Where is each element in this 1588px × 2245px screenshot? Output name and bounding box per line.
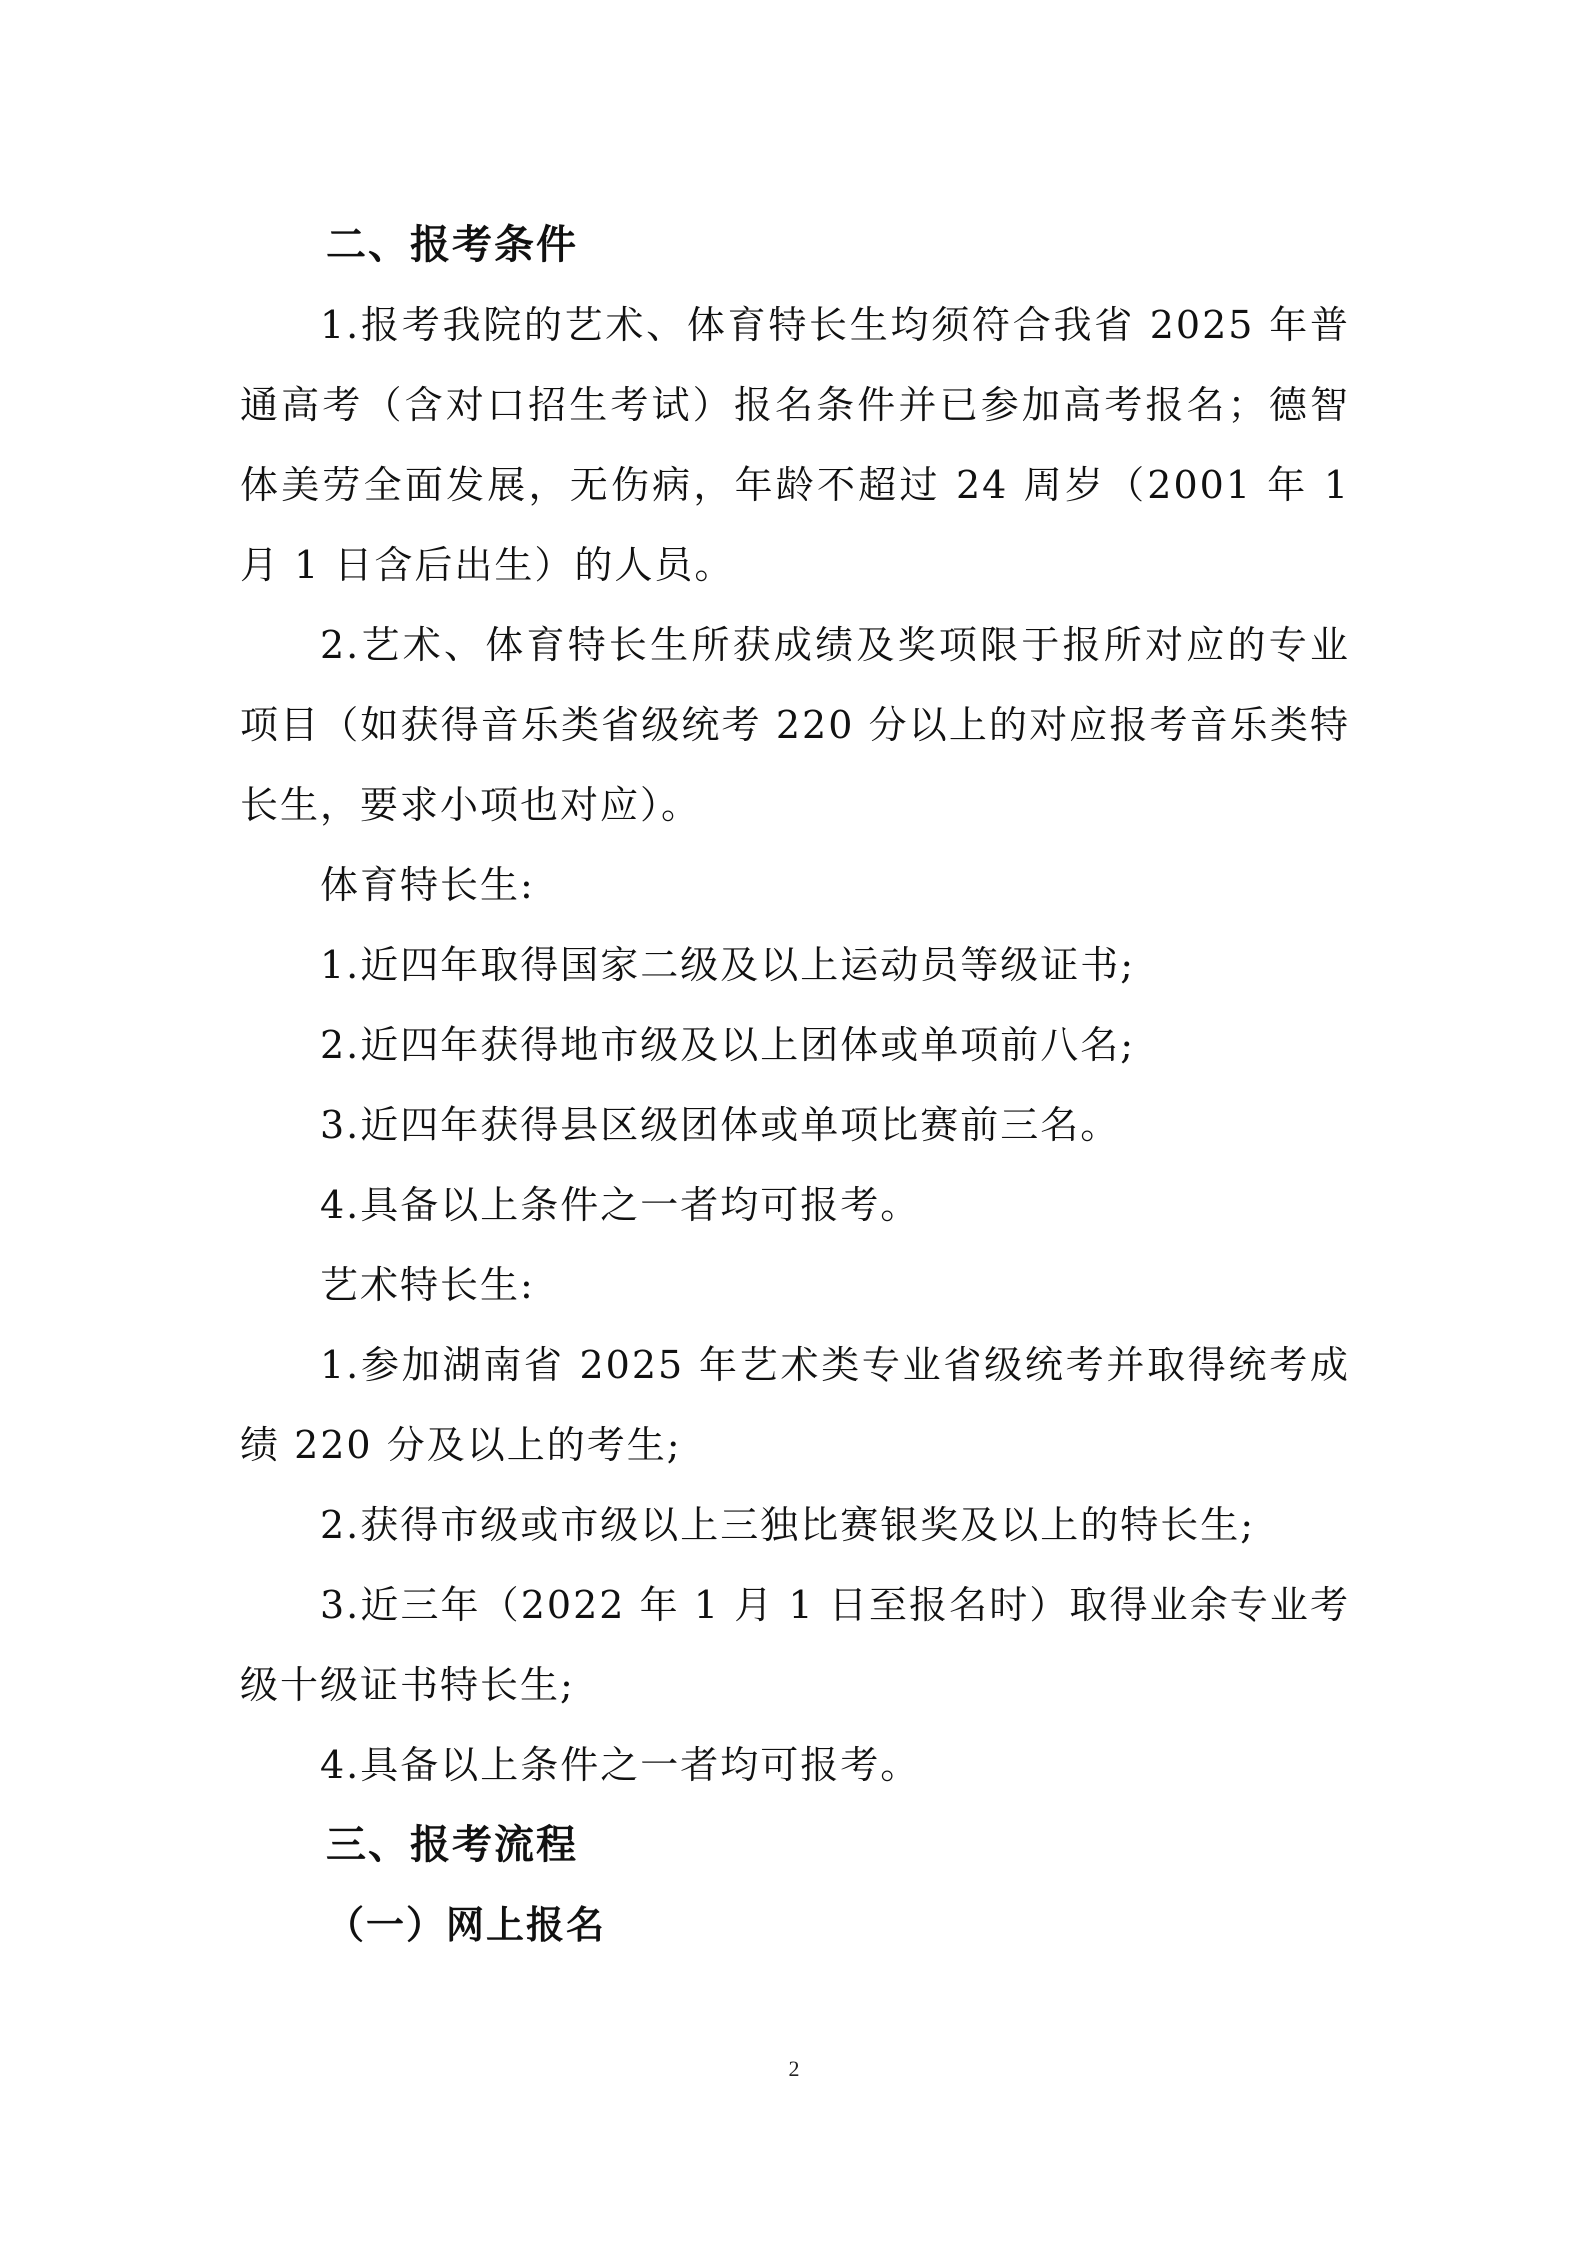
arts-item-4: 4.具备以上条件之一者均可报考。 <box>320 1743 921 1787</box>
arts-item-2: 2.获得市级或市级以上三独比赛银奖及以上的特长生; <box>320 1503 1256 1547</box>
paragraph-eligibility: 1.报考我院的艺术、体育特长生均须符合我省 2025 年普通高考（含对口招生考试）报名条件并已参加高考报名；德智体美劳全面发展，无伤病，年龄不超过 24 周岁（2001 年 1 月 1 日含后出生）的人员。 <box>240 303 1350 587</box>
sports-specialty-title: 体育特长生: <box>320 863 535 907</box>
sports-item-3: 3.近四年获得县区级团体或单项比赛前三名。 <box>320 1103 1121 1147</box>
paragraph-scope: 2.艺术、体育特长生所获成绩及奖项限于报所对应的专业项目（如获得音乐类省级统考 220 分以上的对应报考音乐类特长生，要求小项也对应）。 <box>240 623 1350 827</box>
sports-item-2: 2.近四年获得地市级及以上团体或单项前八名; <box>320 1023 1136 1067</box>
document-body <box>240 205 1350 1965</box>
page-number: 2 <box>788 2056 800 2081</box>
sports-item-1: 1.近四年取得国家二级及以上运动员等级证书; <box>320 943 1136 987</box>
arts-item-1: 1.参加湖南省 2025 年艺术类专业省级统考并取得统考成绩 220 分及以上的考生; <box>240 1343 1350 1467</box>
section-heading-process: 三、报考流程 <box>326 1822 578 1868</box>
arts-specialty-title: 艺术特长生: <box>320 1263 535 1307</box>
section-heading-conditions: 二、报考条件 <box>326 222 578 268</box>
subsection-heading-online: （一）网上报名 <box>326 1903 607 1947</box>
arts-item-3: 3.近三年（2022 年 1 月 1 日至报名时）取得业余专业考级十级证书特长生; <box>240 1583 1350 1707</box>
sports-item-4: 4.具备以上条件之一者均可报考。 <box>320 1183 921 1227</box>
